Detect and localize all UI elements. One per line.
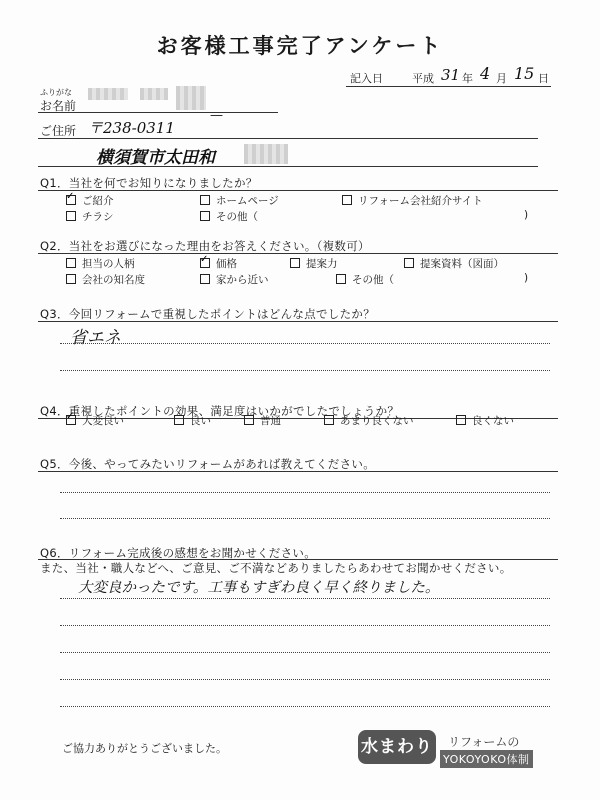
q2-option-label: 提案力 (306, 258, 338, 270)
q2-option-proposal[interactable] (290, 256, 338, 271)
q1-question: Q1．当社を何でお知りになりましたか？ (40, 176, 258, 190)
q1-option-referral[interactable] (66, 193, 114, 208)
furigana-label: ふりがな (40, 88, 72, 97)
thanks-message: ご協力ありがとうございました。 (62, 742, 227, 755)
q1-other-close: ) (524, 209, 529, 221)
checkbox[interactable] (200, 274, 210, 284)
checkbox[interactable] (336, 274, 346, 284)
redacted-address (244, 144, 288, 164)
day-unit: 日 (538, 72, 549, 85)
answer-line (60, 679, 550, 680)
answer-line (60, 492, 550, 493)
q4-option-label: 良い (190, 415, 211, 427)
logo-tagline: リフォームの (448, 735, 520, 749)
q6-answer: 大変良かったです。工事もすぎわ良く早く終りました。 (78, 580, 440, 596)
q1-option-flyer[interactable] (66, 209, 114, 224)
page-title: お客様工事完了アンケート (156, 34, 444, 58)
q2-underline (38, 253, 558, 254)
answer-line (60, 652, 550, 653)
q2-option-label: 提案資料（図面） (420, 258, 504, 270)
q2-option-label: 家から近い (216, 274, 269, 286)
answer-line (60, 518, 550, 519)
checkbox[interactable] (200, 195, 210, 205)
q2-option-label: 担当の人柄 (82, 258, 135, 270)
q1-option-label: その他（ (216, 211, 258, 223)
address-city: 横須賀市太田和 (96, 148, 215, 168)
redacted-furigana (88, 88, 128, 100)
q4-option-good[interactable] (174, 413, 211, 428)
answer-line (60, 706, 550, 707)
q1-option-reform-site[interactable] (342, 193, 483, 208)
date-label: 記入日 (350, 72, 383, 85)
year-value: 31 (441, 66, 461, 84)
q1-option-label: ホームページ (216, 195, 279, 207)
checkbox-checked[interactable] (66, 195, 76, 205)
q3-underline (38, 321, 558, 322)
q1-option-label: リフォーム会社紹介サイト (358, 195, 483, 207)
address-label: ご住所 (40, 124, 77, 138)
checkbox[interactable] (404, 258, 414, 268)
year-unit: 年 (462, 72, 473, 85)
checkbox[interactable] (244, 415, 254, 425)
q1-option-label: ご紹介 (82, 195, 114, 207)
era-label: 平成 (412, 72, 434, 85)
checkbox-checked[interactable] (66, 415, 76, 425)
redacted-name (176, 86, 206, 110)
answer-line (60, 370, 550, 371)
checkbox[interactable] (324, 415, 334, 425)
q4-option-label: 大変良い (82, 415, 124, 427)
name-underline (38, 112, 278, 113)
name-label: お名前 (40, 99, 77, 113)
q2-option-staff[interactable] (66, 256, 135, 271)
q2-option-reputation[interactable] (66, 272, 145, 287)
company-logo: 水まわり (358, 730, 436, 764)
q2-option-price[interactable] (200, 256, 237, 271)
q2-question: Q2．当社をお選びになった理由をお答えください。（複数可） (40, 239, 370, 253)
q6-question: Q6．リフォーム完成後の感想をお聞かせください。 (40, 546, 316, 560)
postal-code: 〒238-0311 (88, 119, 175, 137)
date-underline (346, 86, 551, 87)
q2-option-label: その他（ (352, 274, 394, 286)
q4-option-not-very-good[interactable] (324, 413, 414, 428)
q5-question: Q5．今後、やってみたいリフォームがあれば教えてください。 (40, 457, 375, 471)
checkbox[interactable] (342, 195, 352, 205)
q4-option-very-good[interactable] (66, 413, 124, 428)
logo-tagline-brand: YOKOYOKO体制 (440, 750, 533, 768)
month-value: 4 (480, 64, 491, 83)
q1-option-homepage[interactable] (200, 193, 279, 208)
q2-option-nearby[interactable] (200, 272, 269, 287)
answer-line (60, 343, 550, 344)
checkbox[interactable] (200, 211, 210, 221)
checkbox[interactable] (66, 274, 76, 284)
checkbox[interactable] (290, 258, 300, 268)
month-unit: 月 (496, 72, 507, 85)
q2-other-close: ) (524, 272, 529, 284)
q2-option-label: 会社の知名度 (82, 274, 145, 286)
day-value: 15 (514, 64, 535, 83)
answer-line (60, 598, 550, 599)
address-underline-2 (38, 166, 538, 167)
checkbox-checked[interactable] (200, 258, 210, 268)
q1-option-other[interactable] (200, 209, 258, 224)
q2-option-label: 価格 (216, 258, 237, 270)
answer-line (60, 625, 550, 626)
q1-underline (38, 190, 558, 191)
q4-option-label: 良くない (472, 415, 514, 427)
checkbox[interactable] (66, 211, 76, 221)
q3-answer: 省エネ (70, 328, 121, 348)
q2-option-documents[interactable] (404, 256, 504, 271)
q4-option-bad[interactable] (456, 413, 514, 428)
checkbox[interactable] (174, 415, 184, 425)
q4-option-label: 普通 (260, 415, 281, 427)
address-underline-1 (38, 138, 538, 139)
q6-question-line2: また、当社・職人などへ、ご意見、ご不満などありましたらあわせてお聞かせください。 (40, 561, 512, 575)
q3-question: Q3．今回リフォームで重視したポイントはどんな点でしたか？ (40, 307, 375, 321)
checkbox[interactable] (456, 415, 466, 425)
q1-option-label: チラシ (82, 211, 114, 223)
q4-question: Q4．重視したポイントの効果、満足度はいかがでしたでしょうか？ (40, 404, 400, 418)
postal-dash: — (210, 108, 223, 123)
q4-option-normal[interactable] (244, 413, 281, 428)
checkbox[interactable] (66, 258, 76, 268)
q5-underline (38, 471, 558, 472)
q2-option-other[interactable] (336, 272, 394, 287)
redacted-furigana (140, 88, 168, 100)
q4-option-label: あまり良くない (340, 415, 414, 427)
